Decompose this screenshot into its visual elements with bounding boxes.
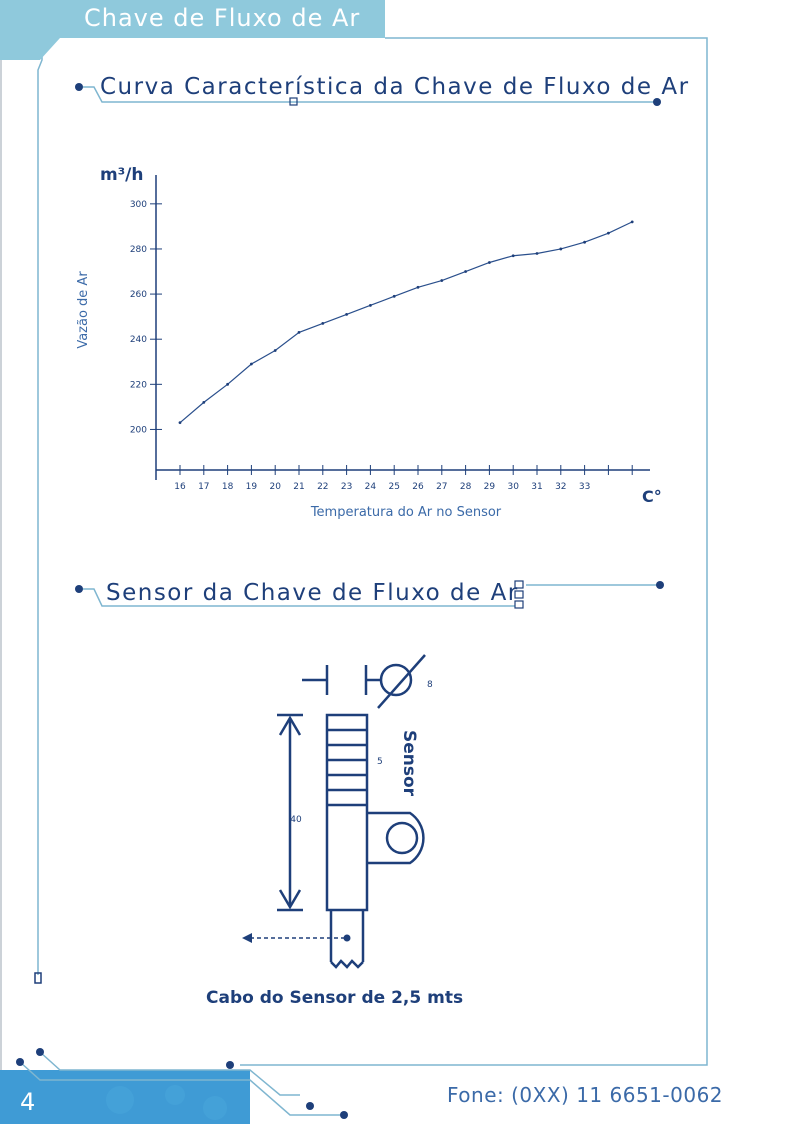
sensor-label: Sensor [399, 730, 419, 797]
y-tick-label: 240 [129, 335, 147, 346]
x-tick-label: 27 [436, 482, 448, 492]
y-unit-label: m³/h [100, 165, 144, 185]
data-point [488, 261, 491, 264]
x-tick-label: 16 [174, 482, 186, 492]
y-tick-label: 220 [129, 380, 147, 391]
data-point [417, 286, 420, 289]
data-point [321, 322, 324, 325]
sensor-section-title: Sensor da Chave de Fluxo de Ar [106, 580, 519, 606]
x-unit-label: C° [642, 487, 662, 506]
x-tick-label: 25 [388, 482, 400, 492]
x-tick-label: 31 [531, 482, 543, 492]
data-point [583, 241, 586, 244]
data-point [512, 254, 515, 257]
footer-phone: Fone: (0XX) 11 6651-0062 [447, 1083, 724, 1107]
x-tick-label: 26 [412, 482, 424, 492]
dimension-40-label: 40 [290, 815, 302, 825]
y-tick-label: 200 [129, 425, 147, 436]
header-title: Chave de Fluxo de Ar [84, 4, 361, 32]
data-point [226, 383, 229, 386]
chart-section-title: Curva Característica da Chave de Fluxo de Ar [100, 74, 690, 100]
data-point [369, 304, 372, 307]
x-tick-label: 20 [269, 482, 281, 492]
data-point [345, 313, 348, 316]
data-point [440, 279, 443, 282]
data-point [559, 248, 562, 251]
data-point [631, 220, 634, 223]
x-tick-label: 22 [317, 482, 329, 492]
page-number: 4 [20, 1088, 36, 1116]
x-tick-label: 29 [483, 482, 496, 492]
x-tick-label: 24 [364, 482, 377, 492]
series-line [180, 222, 632, 423]
x-tick-label: 32 [555, 482, 567, 492]
x-axis-label: Temperatura do Ar no Sensor [310, 505, 502, 520]
line-chart [60, 150, 700, 530]
data-point [202, 401, 205, 404]
sensor-cable-caption: Cabo do Sensor de 2,5 mts [206, 988, 464, 1008]
dimension-5-label: 5 [377, 757, 383, 767]
data-point [607, 232, 610, 235]
y-tick-label: 260 [129, 290, 147, 301]
data-point [250, 363, 253, 366]
data-point [179, 421, 182, 424]
data-point [298, 331, 301, 334]
x-tick-label: 30 [507, 482, 519, 492]
x-tick-label: 21 [293, 482, 305, 492]
data-point [393, 295, 396, 298]
dimension-8-label: 8 [427, 680, 433, 690]
y-tick-label: 300 [129, 199, 147, 210]
x-tick-label: 18 [221, 482, 234, 492]
x-tick-label: 19 [245, 482, 258, 492]
y-tick-label: 280 [129, 244, 147, 255]
sensor-diagram [230, 650, 480, 980]
data-point [464, 270, 467, 273]
x-tick-label: 17 [198, 482, 210, 492]
x-tick-label: 23 [340, 482, 353, 492]
x-tick-label: 33 [578, 482, 591, 492]
header-tab-corner [0, 38, 60, 68]
data-point [536, 252, 539, 255]
data-point [274, 349, 277, 352]
y-axis-label: Vazão de Ar [76, 271, 91, 349]
x-tick-label: 28 [459, 482, 472, 492]
